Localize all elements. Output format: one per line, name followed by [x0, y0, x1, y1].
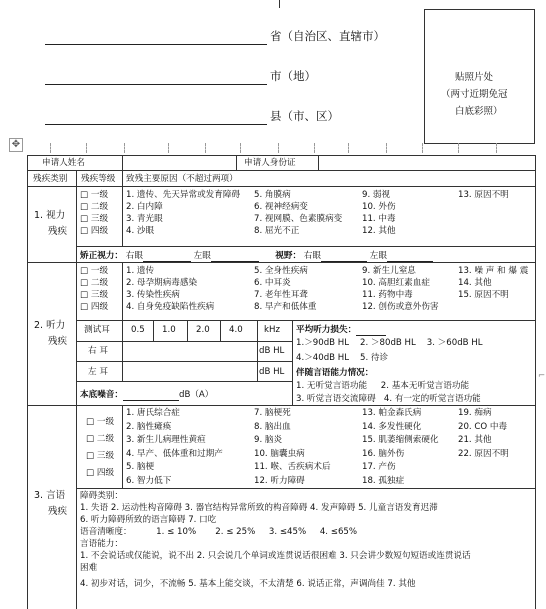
right-ear-values[interactable]: [123, 342, 256, 360]
speech-cause[interactable]: 17. 产伤: [362, 462, 396, 472]
table-move-handle-icon[interactable]: ✥: [9, 138, 23, 152]
corrected-right-field[interactable]: [143, 249, 191, 262]
speech-ability-option[interactable]: 3. 听觉言语交流障碍: [296, 394, 376, 404]
photo-line1: 贴照片处: [455, 72, 494, 83]
speech-cause[interactable]: 12. 听力障碍: [254, 475, 305, 486]
photo-line2: （两寸近期免冠: [441, 89, 508, 100]
vision-causes-col1: [126, 189, 240, 237]
loss-options-2: [296, 352, 388, 364]
disorder-type-title: 障碍类别：: [80, 491, 123, 501]
clarity-option[interactable]: 2. ≤ 25%: [215, 527, 256, 537]
freq-2-0: 2.0: [196, 325, 210, 335]
hearing-cause[interactable]: 4. 自身免疫缺陷性疾病: [126, 302, 215, 312]
test-ear-label: 测试耳: [84, 325, 110, 335]
applicant-name-field[interactable]: [123, 156, 235, 169]
speech-cause[interactable]: 6. 智力低下: [126, 475, 172, 486]
vision-cause[interactable]: 7. 视网膜、色素膜病变: [254, 214, 343, 224]
background-noise-unit: dB（A）: [178, 390, 214, 400]
col-cause: 致残主要原因（不超过两项）: [126, 174, 238, 184]
vision-cause[interactable]: 2. 白内障: [126, 202, 163, 212]
hearing-level-3[interactable]: □ 三级: [80, 290, 109, 300]
photo-line3: 白底彩照）: [455, 106, 503, 117]
hearing-cause[interactable]: 8. 早产和低体重: [254, 302, 317, 312]
corrected-left-label: 左眼: [193, 251, 211, 261]
background-noise-label: 本底噪音：: [80, 390, 123, 400]
background-noise-field[interactable]: [123, 388, 179, 401]
visual-field-label: 视野：: [275, 251, 302, 261]
vision-cause[interactable]: 4. 沙眼: [126, 226, 155, 236]
disorder-type-options-2[interactable]: 6. 听力障碍所致的语言障碍 7. 口吃: [80, 515, 217, 525]
speech-cause[interactable]: 14. 多发性硬化: [362, 421, 422, 432]
language-ability-options-3[interactable]: 4. 初步对话，词少，不流畅 5. 基本上能交谈，不太清楚 6. 说话正常，声调尚佳 7. 其他: [80, 579, 416, 589]
speech-cause[interactable]: 5. 脑梗: [126, 462, 155, 472]
vision-title-2: 残疾: [48, 226, 68, 237]
speech-cause[interactable]: 4. 早产、低体重和过期产: [126, 448, 223, 459]
speech-causes-col3: [362, 407, 439, 488]
speech-cause[interactable]: 19. 痴病: [458, 408, 492, 418]
hearing-causes-col1: [126, 265, 214, 313]
hearing-cause[interactable]: 15. 原因不明: [458, 290, 509, 300]
hearing-causes-col4: [458, 265, 528, 301]
vision-level-2[interactable]: □ 二级: [80, 202, 109, 212]
clarity-label: 语音清晰度：: [80, 527, 132, 537]
speech-ability-row2: [296, 393, 481, 405]
avg-loss-title: 平均听力损失：: [296, 325, 357, 335]
county-label: 县（市、区）: [270, 109, 339, 123]
right-ear-unit: dB HL: [259, 346, 285, 356]
hearing-cause[interactable]: 1. 遗传: [126, 266, 155, 276]
vision-cause[interactable]: 6. 视神经病变: [254, 202, 308, 212]
vision-causes-col4: [458, 189, 509, 201]
corrected-vision-label: 矫正视力：: [80, 251, 123, 261]
speech-level-2[interactable]: □ 二级: [86, 434, 115, 444]
speech-levels: [86, 414, 114, 482]
language-ability-title: 言语能力：: [80, 539, 123, 549]
left-ear-unit: dB HL: [259, 367, 285, 377]
speech-cause[interactable]: 13. 帕金森氏病: [362, 408, 422, 418]
speech-cause[interactable]: 20. CO 中毒: [458, 421, 508, 432]
speech-title-2: 残疾: [48, 506, 68, 517]
hearing-cause[interactable]: 3. 传染性疾病: [126, 290, 180, 300]
vision-cause[interactable]: 10. 外伤: [362, 202, 396, 212]
loss-option[interactable]: 1.＞90dB HL: [296, 338, 350, 348]
left-ear-label: 左 耳: [88, 367, 108, 377]
hearing-cause[interactable]: 6. 中耳炎: [254, 278, 291, 288]
col-level: 残疾等级: [81, 174, 116, 184]
hearing-cause[interactable]: 13. 噪 声 和 爆 震: [458, 266, 529, 276]
vision-title: 1. 视力: [34, 210, 66, 221]
speech-level-1[interactable]: □ 一级: [86, 417, 115, 427]
field-left-field[interactable]: [387, 249, 433, 262]
freq-1-0: 1.0: [162, 325, 176, 335]
speech-ability-title: 伴随言语能力情况：: [296, 368, 374, 378]
vision-level-4[interactable]: □ 四级: [80, 226, 109, 236]
disorder-type-options[interactable]: 1. 失语 2. 运动性构音障碍 3. 器官结构异常所致的构音障碍 4. 发声障碍 5. 儿童言语发育迟滞: [80, 503, 438, 513]
applicant-id-field[interactable]: [319, 156, 534, 169]
hearing-cause[interactable]: 2. 母孕期病毒感染: [126, 278, 198, 288]
clarity-row: [80, 526, 471, 538]
speech-title: 3. 言语: [34, 490, 66, 501]
loss-option[interactable]: 2. ＞80dB HL: [360, 338, 416, 348]
speech-cause[interactable]: 15. 肌萎缩侧索硬化: [362, 435, 439, 445]
hearing-causes-col3: [362, 265, 439, 313]
speech-cause[interactable]: 21. 其他: [458, 435, 492, 445]
right-ear-label: 右 耳: [88, 346, 108, 356]
speech-cause[interactable]: 18. 孤独症: [362, 475, 405, 486]
speech-cause[interactable]: 11. 喉、舌疾病术后: [254, 462, 331, 472]
speech-cause[interactable]: 10. 脑囊虫病: [254, 448, 305, 459]
vision-cause[interactable]: 1. 遗传、先天异常或发育障碍: [126, 190, 241, 200]
edge-mark: ⌐: [538, 371, 546, 381]
field-right-label: 右眼: [303, 251, 321, 261]
speech-ability-option[interactable]: 1. 无听觉言语功能: [296, 381, 368, 391]
applicant-id-label: 申请人身份证: [244, 158, 296, 168]
freq-unit: kHz: [264, 325, 280, 335]
vision-level-3[interactable]: □ 三级: [80, 214, 109, 224]
hearing-title-2: 残疾: [48, 336, 68, 347]
vision-causes-col2: [254, 189, 342, 237]
city-label: 市（地）: [270, 69, 316, 83]
clarity-option[interactable]: 4. ≤65%: [319, 527, 358, 537]
col-category: 残疾类别: [33, 174, 68, 184]
freq-4-0: 4.0: [229, 325, 243, 335]
vision-cause[interactable]: 13. 原因不明: [458, 190, 509, 200]
speech-cause[interactable]: 16. 脑外伤: [362, 448, 405, 459]
speech-ability-row1: [296, 380, 469, 392]
speech-cause[interactable]: 7. 脑梗死: [254, 408, 291, 418]
loss-option[interactable]: 4.＞40dB HL: [296, 353, 350, 363]
speech-ability-option[interactable]: 2. 基本无听觉言语功能: [380, 381, 470, 391]
speech-level-4[interactable]: □ 四级: [86, 468, 115, 478]
vision-levels: [80, 189, 108, 237]
speech-causes-col4: [458, 407, 509, 461]
hearing-cause[interactable]: 11. 药物中毒: [362, 290, 413, 300]
speech-cause[interactable]: 8. 脑出血: [254, 421, 291, 432]
loss-option[interactable]: 3. ＞60dB HL: [426, 338, 483, 348]
corrected-right-label: 右眼: [125, 251, 143, 261]
speech-cause[interactable]: 2. 脑性瘫痪: [126, 421, 172, 432]
speech-detail-block: [80, 490, 471, 590]
hearing-level-2[interactable]: □ 二级: [80, 278, 109, 288]
hearing-cause[interactable]: 5. 全身性疾病: [254, 266, 308, 276]
avg-loss-row: [296, 323, 386, 336]
loss-options-1: [296, 337, 483, 349]
speech-causes-col1: [126, 407, 223, 488]
hearing-cause[interactable]: 10. 高胆红素血症: [362, 278, 430, 288]
vision-cause[interactable]: 11. 中毒: [362, 214, 396, 224]
corrected-left-field[interactable]: [211, 249, 259, 262]
language-ability-options-2[interactable]: 困难: [80, 563, 98, 573]
language-ability-options[interactable]: 1. 不会说话或仅能说，说不出 2. 只会说几个单词或连贯说话很困难 3. 只会讲少数短句短语或连贯说话: [80, 551, 471, 561]
vision-level-1[interactable]: □ 一级: [80, 190, 109, 200]
speech-cause[interactable]: 22. 原因不明: [458, 448, 509, 459]
clarity-option[interactable]: 1. ≤ 10%: [156, 527, 197, 537]
vision-cause[interactable]: 8. 屈光不正: [254, 226, 300, 236]
hearing-cause[interactable]: 12. 创伤或意外伤害: [362, 302, 439, 312]
applicant-name-label: 申请人姓名: [42, 158, 85, 168]
freq-0-5: 0.5: [131, 325, 145, 335]
vision-cause[interactable]: 12. 其他: [362, 226, 396, 236]
field-left-label: 左眼: [369, 251, 387, 261]
speech-causes-col2: [254, 407, 331, 488]
hearing-title: 2. 听力: [34, 320, 66, 331]
province-label: 省（自治区、直辖市）: [270, 29, 385, 43]
avg-loss-field[interactable]: [356, 323, 386, 336]
vision-cause[interactable]: 5. 角膜病: [254, 190, 291, 200]
hearing-levels: [80, 265, 108, 313]
hearing-cause[interactable]: 9. 新生儿窒息: [362, 266, 416, 276]
hearing-cause[interactable]: 7. 老年性耳聋: [254, 290, 308, 300]
speech-cause[interactable]: 9. 脑炎: [254, 435, 283, 445]
speech-cause[interactable]: 1. 唐氏综合症: [126, 408, 180, 418]
vision-correction-row: [80, 249, 433, 262]
vision-causes-col3: [362, 189, 396, 237]
vision-cause[interactable]: 3. 青光眼: [126, 214, 163, 224]
clarity-option[interactable]: 3. ≤45%: [268, 527, 307, 537]
speech-level-3[interactable]: □ 三级: [86, 451, 115, 461]
hearing-cause[interactable]: 14. 其他: [458, 278, 492, 288]
hearing-causes-col2: [254, 265, 317, 313]
speech-ability-option[interactable]: 4. 有一定的听觉言语功能: [383, 394, 481, 404]
hearing-level-4[interactable]: □ 四级: [80, 302, 109, 312]
hearing-level-1[interactable]: □ 一级: [80, 266, 109, 276]
loss-option[interactable]: 5. 待诊: [360, 353, 389, 363]
background-noise-row: [80, 388, 213, 401]
vision-cause[interactable]: 9. 弱视: [362, 190, 391, 200]
left-ear-values[interactable]: [123, 362, 256, 380]
field-right-field[interactable]: [321, 249, 367, 262]
speech-cause[interactable]: 3. 新生儿病理性黄疸: [126, 435, 206, 445]
